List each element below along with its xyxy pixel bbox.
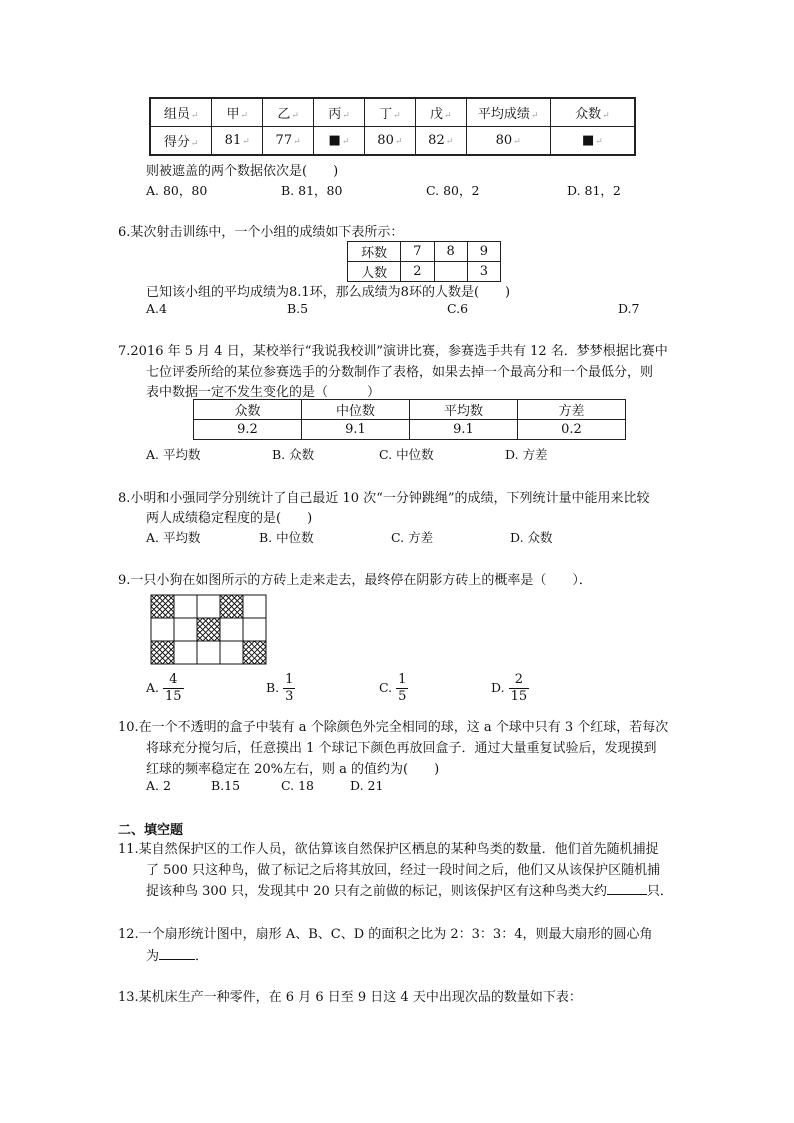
q10-option-b: B.15 <box>211 778 241 793</box>
q9-fraction-numerator: 1 <box>398 672 407 687</box>
q9-option-letter: A. <box>146 680 160 695</box>
tile <box>151 618 174 641</box>
q5-header-cell: 丙↵ <box>314 98 365 127</box>
q7-option-d: D. 方差 <box>505 447 548 462</box>
q9-option-b <box>266 672 295 705</box>
q6-data-cell <box>434 262 467 282</box>
tile <box>174 641 197 664</box>
q6-option-c: C.6 <box>447 301 469 316</box>
q11-line1: 11.某自然保护区的工作人员，欲估算该自然保护区栖息的某种鸟类的数量．他们首先随机捕捉 <box>118 842 659 857</box>
q12-answer-blank <box>159 947 195 960</box>
q12-line2 <box>146 945 208 964</box>
q5-option-b: B. 81，80 <box>281 183 343 198</box>
q12-line2-text: 为 <box>146 949 160 964</box>
q6-option-b: B.5 <box>287 301 309 316</box>
q12-line1: 12.一个扇形统计图中，扇形 A、B、C、D 的面积之比为 2：3：3：4，则最大扇形的圆心角 <box>118 927 653 942</box>
q8-option-a: A. 平均数 <box>146 530 201 545</box>
q9-fraction-denominator: 15 <box>510 689 528 704</box>
q9-fraction-numerator: 2 <box>509 672 530 689</box>
q6-table-header-row <box>348 242 501 262</box>
q9-tile-grid <box>150 594 268 665</box>
q7-score-table <box>193 399 626 440</box>
q12-line2-tail: ． <box>195 949 209 964</box>
q6-shooting-table <box>347 241 501 282</box>
q10-line1: 10.在一个不透明的盒子中装有 a 个除颜色外完全相同的球，这 a 个球中只有 3 个红球，若每次 <box>118 720 669 735</box>
q9-fraction-numerator: 4 <box>163 672 184 689</box>
q5-header-cell: 乙↵ <box>263 98 314 127</box>
q5-stem: 则被遮盖的两个数据依次是( ) <box>146 164 339 179</box>
q9-fraction-numerator: 1 <box>285 672 294 687</box>
q7-header-cell: 中位数 <box>302 400 410 420</box>
q9-option-letter: D. <box>491 680 505 695</box>
q9-option-c <box>379 672 408 705</box>
q7-data-cell: 9.1 <box>410 420 518 440</box>
q6-header-cell: 7 <box>401 242 434 262</box>
q11-answer-blank <box>607 882 647 895</box>
q10-line3: 红球的频率稳定在 20%左右，则 a 的值约为( ) <box>146 762 440 777</box>
q6-data-cell: 3 <box>467 262 500 282</box>
q6-header-cell: 环数 <box>348 242 401 262</box>
q6-data-cell: 人数 <box>348 262 401 282</box>
tile <box>197 595 220 618</box>
q5-covered-cell: ■↵ <box>550 127 635 156</box>
q7-data-cell: 0.2 <box>518 420 626 440</box>
q7-table-data-row <box>194 420 626 440</box>
q10-option-d: D. 21 <box>350 778 384 793</box>
section-title-fill-in: 二、填空题 <box>118 823 184 838</box>
q5-option-c: C. 80，2 <box>426 183 480 198</box>
q9-fraction-denominator: 15 <box>165 689 182 704</box>
q8-option-c: C. 方差 <box>391 530 434 545</box>
q5-data-cell: 80↵ <box>364 127 415 156</box>
q9-fraction <box>509 672 530 705</box>
q5-header-cell: 丁↵ <box>364 98 415 127</box>
q10-option-a: A. 2 <box>146 778 171 793</box>
q8-line2: 两人成绩稳定程度的是( ) <box>146 511 313 526</box>
q7-line2: 七位评委所给的某位参赛选手的分数制作了表格，如果去掉一个最高分和一个最低分，则 <box>146 365 654 380</box>
q11-line3-tail: 只． <box>646 884 673 899</box>
q9-option-letter: C. <box>379 680 393 695</box>
q6-line2: 已知该小组的平均成绩为8.1环，那么成绩为8环的人数是( ) <box>146 285 511 300</box>
tile <box>243 595 266 618</box>
q5-option-a: A. 80，80 <box>146 183 208 198</box>
q7-option-a: A. 平均数 <box>146 447 201 462</box>
q8-line1: 8.小明和小强同学分别统计了自己最近 10 次“一分钟跳绳”的成绩，下列统计量中能用来比较 <box>118 491 650 506</box>
q9-fraction-denominator: 5 <box>398 689 407 704</box>
q5-data-cell: 81↵ <box>212 127 263 156</box>
q7-table-header-row <box>194 400 626 420</box>
q9-option-d <box>491 672 529 705</box>
q5-header-cell: 平均成绩↵ <box>466 98 550 127</box>
q5-header-cell: 众数↵ <box>550 98 635 127</box>
q6-header-cell: 8 <box>434 242 467 262</box>
q5-covered-cell: ■↵ <box>314 127 365 156</box>
q7-header-cell: 平均数 <box>410 400 518 420</box>
tile <box>220 641 243 664</box>
q5-data-cell: 得分↵ <box>150 127 212 156</box>
q6-data-cell: 2 <box>401 262 434 282</box>
q7-line3: 表中数据一定不发生变化的是（ ） <box>146 385 381 400</box>
q8-option-b: B. 中位数 <box>259 530 314 545</box>
q9-stem: 9.一只小狗在如图所示的方砖上走来走去，最终停在阴影方砖上的概率是（ ）． <box>118 573 592 588</box>
q5-option-d: D. 81，2 <box>567 183 621 198</box>
q9-fraction <box>163 672 184 705</box>
tile <box>220 618 243 641</box>
q10-option-c: C. 18 <box>281 778 314 793</box>
q13-line1: 13.某机床生产一种零件，在 6 月 6 日至 9 日这 4 天中出现次品的数量如下表： <box>118 990 582 1005</box>
tile <box>174 595 197 618</box>
q7-data-cell: 9.1 <box>302 420 410 440</box>
q5-data-cell: 80↵ <box>466 127 550 156</box>
q7-option-b: B. 众数 <box>272 447 315 462</box>
q9-option-a <box>146 672 184 705</box>
q9-fraction <box>396 672 408 705</box>
q11-line2: 了 500 只这种鸟，做了标记之后将其放回，经过一段时间之后，他们又从该保护区随机捕 <box>146 863 661 878</box>
tile <box>174 618 197 641</box>
q7-header-cell: 方差 <box>518 400 626 420</box>
q8-option-d: D. 众数 <box>510 530 553 545</box>
q10-line2: 将球充分搅匀后，任意摸出 1 个球记下颜色再放回盒子．通过大量重复试验后，发现摸到 <box>146 741 657 756</box>
q5-data-cell: 82↵ <box>415 127 466 156</box>
q7-line1: 7.2016 年 5 月 4 日，某校举行“我说我校训”演讲比赛，参赛选手共有 12 名．梦梦根据比赛中 <box>118 344 668 359</box>
q5-header-cell: 组员↵ <box>150 98 212 127</box>
tile <box>243 618 266 641</box>
q5-table-header-row <box>150 98 635 127</box>
q5-table-data-row <box>150 127 635 156</box>
q5-data-cell: 77↵ <box>263 127 314 156</box>
q7-option-c: C. 中位数 <box>379 447 434 462</box>
q7-data-cell: 9.2 <box>194 420 302 440</box>
q5-header-cell: 甲↵ <box>212 98 263 127</box>
q11-line3 <box>146 880 673 899</box>
q6-option-d: D.7 <box>618 301 640 316</box>
q11-line3-text: 捉该种鸟 300 只，发现其中 20 只有之前做的标记，则该保护区有这种鸟类大约 <box>146 884 607 899</box>
q6-option-a: A.4 <box>146 301 167 316</box>
q7-header-cell: 众数 <box>194 400 302 420</box>
q9-option-letter: B. <box>266 680 280 695</box>
q9-fraction-denominator: 3 <box>285 689 294 704</box>
q6-table-data-row <box>348 262 501 282</box>
q5-header-cell: 戊↵ <box>415 98 466 127</box>
tile <box>197 641 220 664</box>
q5-score-table <box>149 97 636 156</box>
q6-stem: 6.某次射击训练中，一个小组的成绩如下表所示： <box>118 225 404 240</box>
q9-fraction <box>283 672 295 705</box>
q6-header-cell: 9 <box>467 242 500 262</box>
